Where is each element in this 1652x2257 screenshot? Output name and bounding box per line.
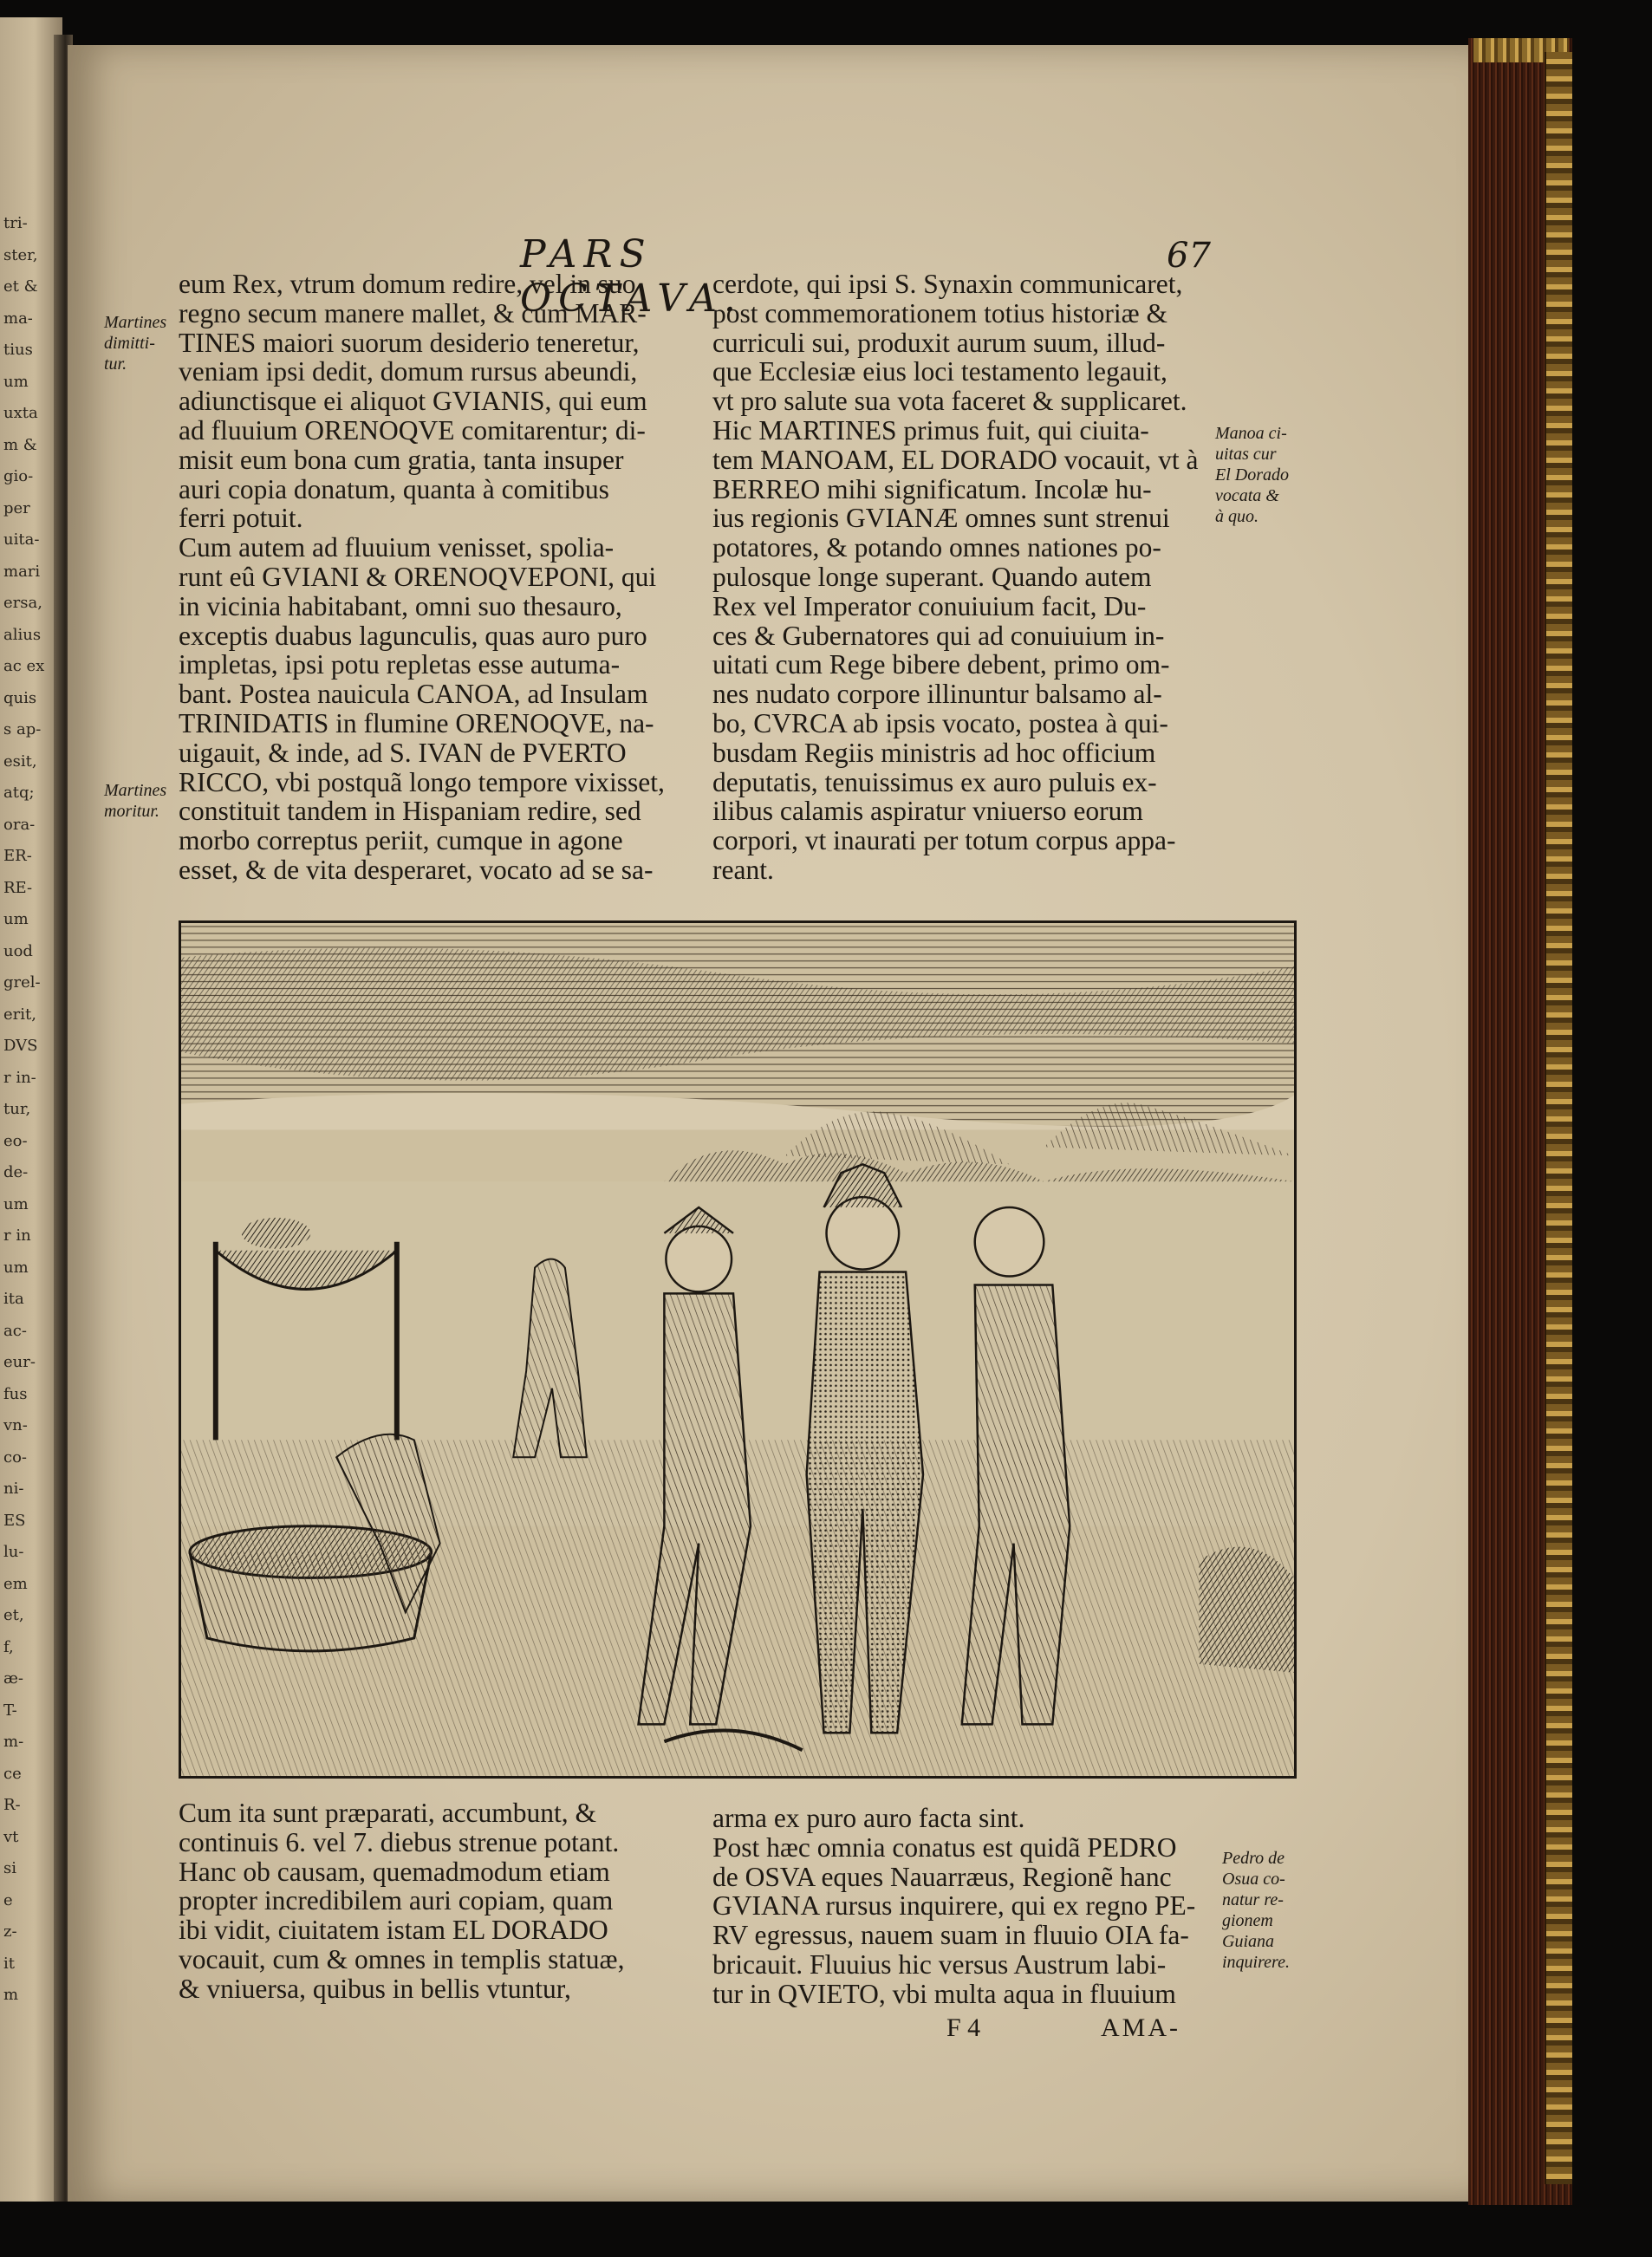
left-page-fragment: ac- xyxy=(3,1321,27,1340)
left-page-fragment: em xyxy=(3,1574,28,1593)
text-line: RV egressus, nauem suam in fluuio OIA fa- xyxy=(712,1920,1189,1951)
text-line: exceptis duabus lagunculis, quas auro puro xyxy=(179,620,647,651)
text-line: RICCO, vbi postquã longo tempore vixisset, xyxy=(179,766,665,797)
text-line: auri copia donatum, quanta à comitibus xyxy=(179,473,609,504)
text-line: misit eum bona cum gratia, tanta insuper xyxy=(179,444,624,475)
marginal-note-line: Manoa ci- xyxy=(1215,424,1287,443)
left-page-fragment: T- xyxy=(3,1701,17,1720)
text-column-bottom-right xyxy=(712,1804,1215,2009)
left-page-fragment: gio- xyxy=(3,467,34,485)
text-line: post commemorationem totius historiæ & xyxy=(712,297,1167,328)
left-page-fragment: ersa, xyxy=(3,594,42,612)
text-line: morbo correptus periit, cumque in agone xyxy=(179,825,623,856)
text-line: & vniuersa, quibus in bellis vtuntur, xyxy=(179,1973,571,2004)
text-line: regno secum manere mallet, & cum MAR- xyxy=(179,297,647,328)
marginal-note-line: Martines xyxy=(104,781,167,800)
text-line: Hic MARTINES primus fuit, qui ciuita- xyxy=(712,414,1149,446)
left-page-fragment: eo- xyxy=(3,1131,28,1150)
left-page-fragment: uita- xyxy=(3,530,40,549)
left-page-fragment: atq; xyxy=(3,784,35,802)
left-page-fragment: de- xyxy=(3,1163,29,1181)
text-line: vt pro salute sua vota faceret & supplicaret. xyxy=(712,386,1187,417)
left-page-fragment: ma- xyxy=(3,309,33,328)
left-page-fragment: tur, xyxy=(3,1100,31,1118)
left-page-fragment: m xyxy=(3,1986,19,2004)
reclining-figure xyxy=(242,1218,311,1249)
left-page-fragment: esit, xyxy=(3,751,37,771)
left-page-fragment: e xyxy=(3,1890,13,1909)
text-line: pulosque longe superant. Quando autem xyxy=(712,561,1152,592)
text-line: Rex vel Imperator conuiuium facit, Du- xyxy=(712,590,1147,621)
left-page-fragment: lu- xyxy=(3,1543,24,1561)
text-line: de OSVA eques Nauarræus, Regionẽ hanc xyxy=(712,1861,1172,1892)
left-page-fragment: ita xyxy=(3,1290,24,1308)
left-page-fragment: m & xyxy=(3,435,37,454)
text-line: in vicinia habitabant, omni suo thesauro, xyxy=(179,590,622,621)
left-page-fragment: quis xyxy=(3,688,37,707)
marginal-note-line: à quo. xyxy=(1215,507,1259,526)
text-line: tem MANOAM, EL DORADO vocauit, vt à xyxy=(712,444,1199,475)
left-page-fragment: uod xyxy=(3,941,33,960)
left-page-fragment: per xyxy=(3,498,30,517)
text-line: continuis 6. vel 7. diebus strenue potant. xyxy=(179,1826,620,1857)
text-line: GVIANA rursus inquirere, qui ex regno PE- xyxy=(712,1890,1196,1922)
left-page-fragment: ni- xyxy=(3,1480,24,1498)
left-page-fragment: si xyxy=(3,1859,16,1877)
text-line: tur in QVIETO, vbi multa aqua in fluuium xyxy=(712,1978,1176,2009)
left-page-fragment: DVS xyxy=(3,1037,38,1055)
text-line: Cum ita sunt præparati, accumbunt, & xyxy=(179,1798,597,1828)
left-page-fragment: um xyxy=(3,1258,29,1277)
left-page-fragment: ES xyxy=(3,1511,26,1530)
left-page-fragment: m- xyxy=(3,1733,24,1751)
text-line: curriculi sui, produxit aurum suum, illud- xyxy=(712,327,1166,358)
text-line: runt eû GVIANI & ORENOQVEPONI, qui xyxy=(179,561,657,592)
text-line: propter incredibilem auri copiam, quam xyxy=(179,1885,614,1916)
text-line: busdam Regiis ministris ad hoc officium xyxy=(712,737,1156,768)
left-page-fragment: co- xyxy=(3,1447,27,1467)
left-page-fragment: um xyxy=(3,910,29,928)
text-line: ferri potuit. xyxy=(179,503,303,534)
foreground-bush xyxy=(1200,1547,1294,1673)
text-line: potatores, & potando omnes nationes po- xyxy=(712,532,1161,563)
text-line: reant. xyxy=(712,854,774,885)
text-line: bo, CVRCA ab ipsis vocato, postea à qui- xyxy=(712,707,1168,738)
page-number: 67 xyxy=(1167,236,1211,276)
marginal-note-line: El Dorado xyxy=(1215,465,1289,485)
catchword: AMA- xyxy=(1101,2013,1180,2042)
marginal-note-line: Pedro de xyxy=(1222,1849,1285,1868)
marginal-note-line: natur re- xyxy=(1222,1890,1284,1909)
text-column-bottom-left xyxy=(179,1798,699,2004)
text-line: vocauit, cum & omnes in templis statuæ, xyxy=(179,1943,625,1974)
text-line: esset, & de vita desperaret, vocato ad se sa- xyxy=(179,854,654,885)
left-page-fragment: tri- xyxy=(3,214,28,232)
marginal-note-line: inquirere. xyxy=(1222,1953,1290,1972)
marginal-note-line: moritur. xyxy=(104,802,159,821)
text-line: ilibus calamis aspiratur vniuerso eorum xyxy=(712,796,1143,827)
text-line: adiunctisque ei aliquot GVIANIS, qui eum xyxy=(179,386,647,417)
marginal-note-line: Osua co- xyxy=(1222,1870,1285,1889)
text-line: que Ecclesiæ eius loci testamento legauit, xyxy=(712,356,1167,387)
text-line: deputatis, tenuissimus ex auro puluis ex- xyxy=(712,766,1157,797)
left-page-fragment: s ap- xyxy=(3,720,42,738)
text-line: Cum autem ad fluuium venisset, spolia- xyxy=(179,532,615,563)
text-line: impletas, ipsi potu repletas esse autuma- xyxy=(179,649,621,680)
left-page-fragment: fus xyxy=(3,1384,28,1403)
marginal-note-line: uitas cur xyxy=(1215,445,1277,464)
left-page-fragment: uxta xyxy=(3,404,38,422)
text-line: veniam ipsi dedit, domum rursus abeundi, xyxy=(179,356,638,387)
left-page-fragment: R- xyxy=(3,1796,21,1814)
text-line: constituit tandem in Hispaniam redire, sed xyxy=(179,796,641,827)
left-page-fragment: um xyxy=(3,1194,29,1213)
left-page-fragment: um xyxy=(3,372,29,391)
left-page-fragment: ce xyxy=(3,1764,22,1783)
gilt-fore-edge xyxy=(1545,52,1572,2184)
marginal-note-manoa xyxy=(1215,423,1289,527)
left-page-fragment: r in xyxy=(3,1226,31,1245)
left-page-fragment: ster, xyxy=(3,245,38,264)
marginal-note-martines-moritur xyxy=(104,780,166,822)
text-line: TINES maiori suorum desiderio teneretur, xyxy=(179,327,640,358)
text-line: Post hæc omnia conatus est quidã PEDRO xyxy=(712,1831,1177,1863)
engraving-gilding-ceremony xyxy=(179,920,1297,1779)
left-page-fragment: tius xyxy=(3,341,33,359)
marginal-note-line: dimitti- xyxy=(104,334,155,353)
text-line: eum Rex, vtrum domum redire, vel in suo xyxy=(179,269,636,299)
left-page-fragment: ac ex xyxy=(3,657,45,675)
left-page-fragment: ER- xyxy=(3,847,32,865)
marginal-note-line: Guiana xyxy=(1222,1932,1274,1951)
text-line: ad fluuium ORENOQVE comitarentur; di- xyxy=(179,414,646,446)
text-line: cerdote, qui ipsi S. Synaxin communicaret, xyxy=(712,269,1183,299)
text-line: arma ex puro auro facta sint. xyxy=(712,1803,1025,1833)
text-line: bant. Postea nauicula CANOA, ad Insulam xyxy=(179,679,648,710)
text-line: nes nudato corpore illinuntur balsamo al- xyxy=(712,679,1162,710)
running-title: PARS OCTAVA. xyxy=(520,232,743,321)
text-line: uigauit, & inde, ad S. IVAN de PVERTO xyxy=(179,737,627,768)
left-page-fragment: eur- xyxy=(3,1353,36,1371)
text-line: ibi vidit, ciuitatem istam EL DORADO xyxy=(179,1915,608,1946)
left-page-fragment: grel- xyxy=(3,973,41,992)
marginal-note-martines-dimittitur xyxy=(104,312,166,374)
marginal-note-line: Martines xyxy=(104,313,167,332)
text-line: ces & Gubernatores qui ad conuiuium in- xyxy=(712,620,1165,651)
left-page-fragment: vt xyxy=(3,1827,19,1846)
left-page-fragment: z- xyxy=(3,1922,17,1941)
marginal-note-line: tur. xyxy=(104,354,127,374)
marginal-note-line: gionem xyxy=(1222,1911,1273,1930)
signature-mark: F 4 xyxy=(946,2013,981,2042)
left-page-fragment: æ- xyxy=(3,1669,24,1688)
marginal-note-line: vocata & xyxy=(1215,486,1279,505)
text-line: ius regionis GVIANÆ omnes sunt strenui xyxy=(712,503,1170,534)
left-page-fragment: vn- xyxy=(3,1416,28,1434)
text-line: bricauit. Fluuius hic versus Austrum labi- xyxy=(712,1948,1167,1980)
left-page-fragment: alius xyxy=(3,625,42,644)
text-line: uitati cum Rege bibere debent, primo om- xyxy=(712,649,1170,680)
marginal-note-pedro-de-osua xyxy=(1222,1848,1290,1973)
text-line: BERREO mihi significatum. Incolæ hu- xyxy=(712,473,1152,504)
left-page-fragment: f, xyxy=(3,1637,14,1656)
engraving-illustration xyxy=(181,923,1294,1776)
left-page-fragment: mari xyxy=(3,562,41,581)
text-line: Hanc ob causam, quemadmodum etiam xyxy=(179,1856,610,1887)
left-page-fragment: RE- xyxy=(3,878,33,897)
text-column-top-left xyxy=(179,270,699,885)
left-page-fragment: it xyxy=(3,1954,15,1973)
left-page-fragment: et & xyxy=(3,277,38,296)
left-page-fragment: r in- xyxy=(3,1068,36,1087)
text-line: TRINIDATIS in flumine ORENOQVE, na- xyxy=(179,707,654,738)
text-column-top-right xyxy=(712,270,1215,885)
text-line: corpori, vt inaurati per totum corpus appa- xyxy=(712,825,1176,856)
left-page-fragment: erit, xyxy=(3,1005,36,1024)
left-page-fragment: ora- xyxy=(3,815,36,834)
left-page-fragment: et, xyxy=(3,1606,24,1624)
